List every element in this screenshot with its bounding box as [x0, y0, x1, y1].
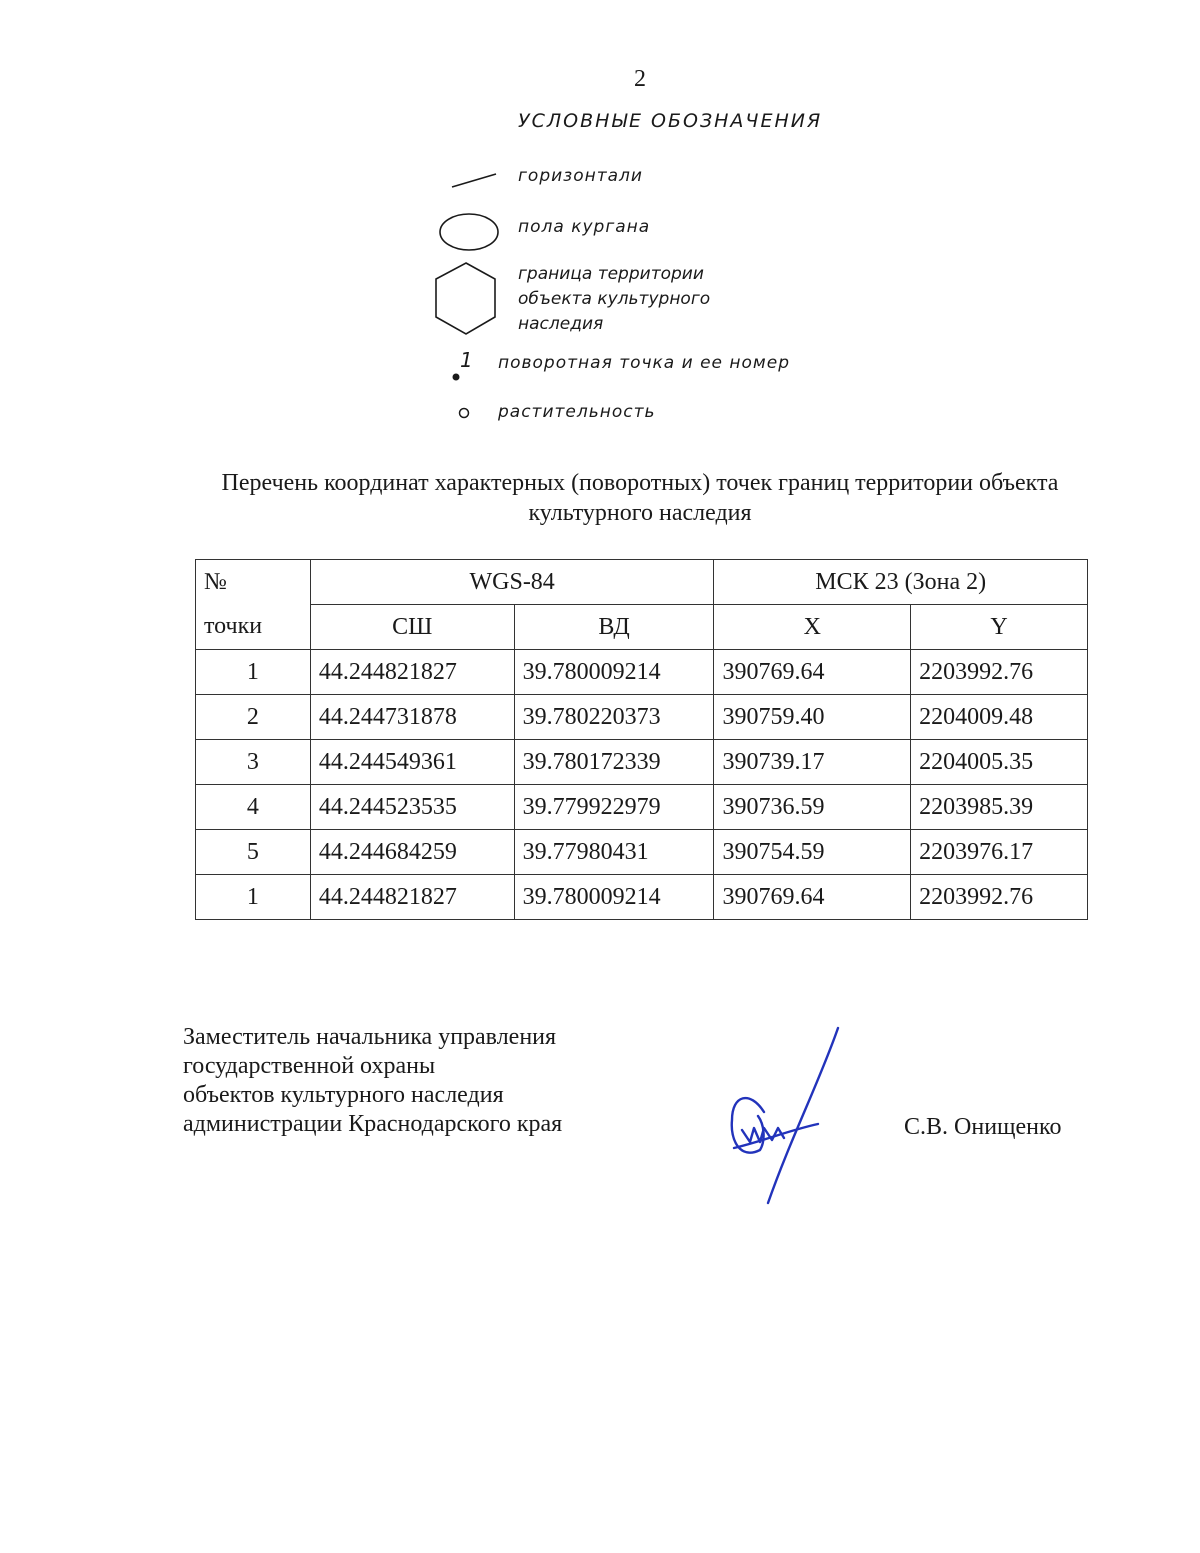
cell-x: 390739.17 — [714, 740, 911, 785]
header-wgs84: WGS-84 — [310, 560, 714, 605]
header-latitude: СШ — [310, 605, 514, 650]
coordinates-table — [195, 559, 1088, 920]
header-x: X — [714, 605, 911, 650]
legend-label-contours: горизонтали — [518, 166, 643, 186]
turning-point-icon — [453, 374, 460, 381]
cell-x: 390754.59 — [714, 830, 911, 875]
legend-label-turning-point: поворотная точка и ее номер — [498, 353, 790, 373]
cell-x: 390736.59 — [714, 785, 911, 830]
cell-latitude: 44.244684259 — [310, 830, 514, 875]
cell-y: 2204009.48 — [911, 695, 1088, 740]
cell-longitude: 39.77980431 — [514, 830, 714, 875]
signatory-name: С.В. Онищенко — [904, 1114, 1062, 1140]
ellipse-icon — [440, 214, 498, 250]
hexagon-icon — [436, 263, 495, 334]
table-row — [196, 875, 1088, 920]
header-msk23: МСК 23 (Зона 2) — [714, 560, 1088, 605]
contour-line-icon — [452, 174, 496, 187]
cell-point: 2 — [196, 695, 311, 740]
coordinates-heading: Перечень координат характерных (поворотных) точек границ территории объекта культурного наследия — [221, 470, 1059, 526]
cell-longitude: 39.780172339 — [514, 740, 714, 785]
header-point-label: точки — [196, 605, 311, 650]
cell-longitude: 39.780220373 — [514, 695, 714, 740]
table-row — [196, 785, 1088, 830]
table-header-row — [196, 560, 1088, 605]
cell-longitude: 39.780009214 — [514, 650, 714, 695]
cell-latitude: 44.244731878 — [310, 695, 514, 740]
cell-y: 2203985.39 — [911, 785, 1088, 830]
cell-point: 3 — [196, 740, 311, 785]
table-row — [196, 740, 1088, 785]
page-number: 2 — [634, 66, 646, 92]
header-point-number: № — [196, 560, 311, 605]
cell-y: 2203976.17 — [911, 830, 1088, 875]
legend-label-vegetation: растительность — [498, 402, 656, 422]
cell-longitude: 39.780009214 — [514, 875, 714, 920]
signature-image — [720, 1020, 850, 1210]
cell-y: 2204005.35 — [911, 740, 1088, 785]
legend-symbols — [0, 0, 600, 440]
header-y: Y — [911, 605, 1088, 650]
cell-latitude: 44.244821827 — [310, 875, 514, 920]
cell-x: 390769.64 — [714, 650, 911, 695]
legend-label-boundary: граница территории объекта культурного наследия — [518, 264, 711, 334]
legend-label-mound: пола кургана — [518, 217, 651, 237]
cell-x: 390769.64 — [714, 875, 911, 920]
table-row — [196, 650, 1088, 695]
cell-y: 2203992.76 — [911, 650, 1088, 695]
cell-longitude: 39.779922979 — [514, 785, 714, 830]
cell-latitude: 44.244523535 — [310, 785, 514, 830]
signatory-position: Заместитель начальника управления государственной охраны объектов культурного наследия администрации Краснодарского края — [183, 1024, 563, 1137]
cell-point: 1 — [196, 875, 311, 920]
cell-point: 4 — [196, 785, 311, 830]
cell-latitude: 44.244549361 — [310, 740, 514, 785]
table-row — [196, 695, 1088, 740]
cell-point: 5 — [196, 830, 311, 875]
header-longitude: ВД — [514, 605, 714, 650]
cell-y: 2203992.76 — [911, 875, 1088, 920]
cell-latitude: 44.244821827 — [310, 650, 514, 695]
table-subheader-row — [196, 605, 1088, 650]
legend-title: УСЛОВНЫЕ ОБОЗНАЧЕНИЯ — [518, 110, 823, 132]
circle-icon — [460, 409, 469, 418]
table-row — [196, 830, 1088, 875]
cell-x: 390759.40 — [714, 695, 911, 740]
cell-point: 1 — [196, 650, 311, 695]
legend-marker-number: 1 — [460, 348, 474, 372]
